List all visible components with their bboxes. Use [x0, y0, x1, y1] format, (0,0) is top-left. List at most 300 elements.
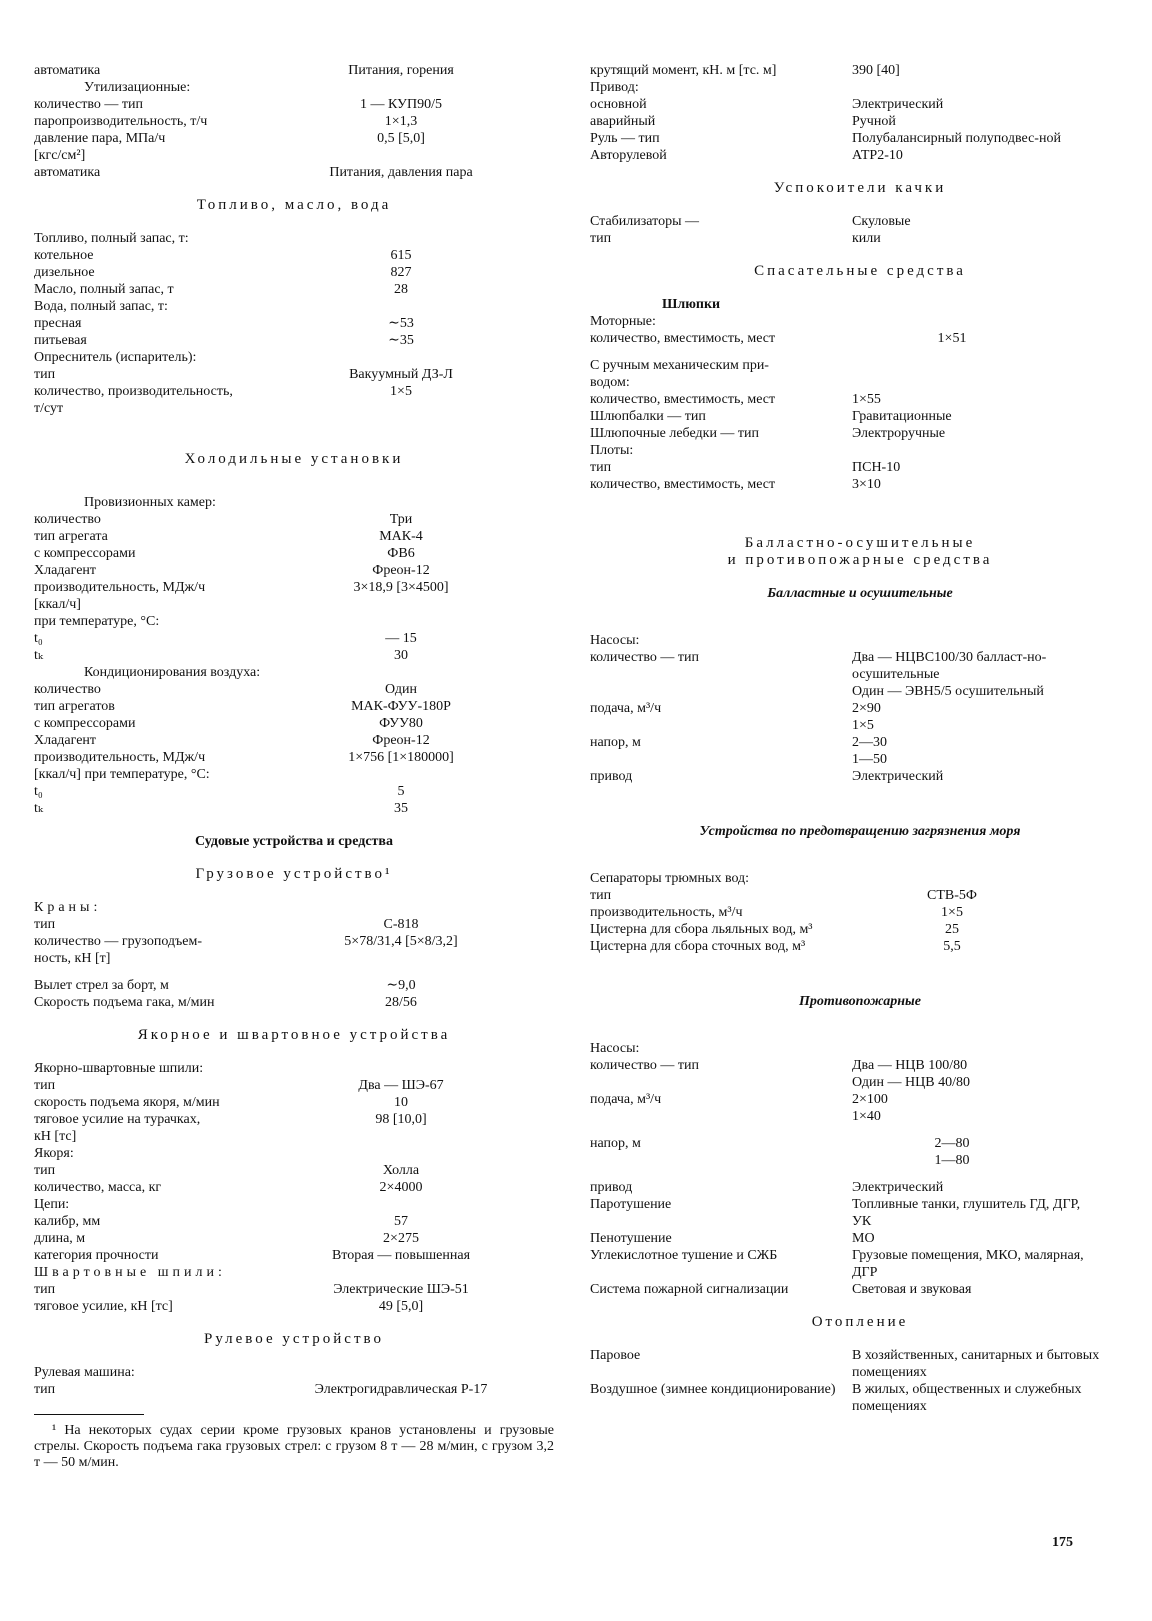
- spec-row: [34, 298, 554, 315]
- spec-label: Якоря:: [34, 1146, 74, 1161]
- spec-row: [590, 700, 1130, 717]
- spec-value: Вторая — повышенная: [331, 1248, 471, 1263]
- spec-label: количество — тип: [590, 1058, 699, 1073]
- spec-label: С ручным механическим при-: [590, 358, 769, 373]
- spec-value: Один: [384, 682, 418, 697]
- spec-row: [34, 1364, 554, 1381]
- spec-row: [34, 647, 554, 664]
- spec-value: 49 [5,0]: [378, 1299, 424, 1314]
- spec-row: [590, 147, 1130, 164]
- spec-value: Топливные танки, глушитель ГД, ДГР, УК: [852, 1197, 1081, 1229]
- spec-label: Привод:: [590, 80, 639, 95]
- spec-row: [34, 977, 554, 994]
- spec-label: Цепи:: [34, 1197, 70, 1212]
- spec-label: тип: [590, 231, 612, 246]
- spec-row: [590, 1179, 1130, 1196]
- spec-label: Сепараторы трюмных вод:: [590, 871, 750, 886]
- fire-rows: [590, 1040, 1130, 1125]
- spec-row: [590, 1074, 1130, 1091]
- rescue-section-title: Спасательные средства: [754, 263, 966, 279]
- anchor-rows: [34, 1060, 554, 1264]
- spec-value: Вакуумный ДЗ-Л: [349, 367, 453, 382]
- cond-rows: [34, 681, 554, 817]
- spec-row: [34, 1128, 554, 1145]
- spec-row: [34, 562, 554, 579]
- spec-row: [34, 366, 554, 383]
- spec-row: [590, 374, 1130, 391]
- spec-row: [590, 1091, 1130, 1108]
- spec-label: количество, вместимость, мест: [590, 331, 776, 346]
- spec-row: [34, 715, 554, 732]
- spec-row: [590, 357, 1130, 374]
- spec-label: Шлюпбалки — тип: [590, 409, 706, 424]
- spec-value: 10: [394, 1095, 408, 1110]
- spec-value: 1×756 [1×180000]: [348, 750, 454, 765]
- spec-value: Световая и звуковая: [852, 1282, 972, 1297]
- spec-row: [34, 332, 554, 349]
- spec-value: 98 [10,0]: [375, 1112, 427, 1127]
- spec-row: [34, 1094, 554, 1111]
- spec-label: Углекислотное тушение и СЖБ: [590, 1248, 778, 1263]
- cranes2-rows: [34, 977, 554, 1011]
- spec-row: [590, 1281, 1130, 1298]
- spec-label: tₖ: [34, 648, 43, 663]
- roll-rows: [590, 213, 1130, 247]
- steer-rows: [34, 1364, 554, 1398]
- spec-value: В жилых, общественных и служебных помещениях: [852, 1382, 1082, 1414]
- spec-label: t₀: [34, 784, 43, 799]
- spec-row: [590, 921, 1130, 938]
- spec-row: [590, 113, 1130, 130]
- spec-value: ПСН-10: [852, 460, 901, 475]
- spec-row: [34, 315, 554, 332]
- anchor-section-title: Якорное и швартовное устройства: [137, 1027, 451, 1043]
- spec-label: Воздушное (зимнее кондиционирование): [590, 1382, 836, 1397]
- spec-value: 0,5 [5,0]: [377, 131, 425, 146]
- spec-value: 615: [390, 248, 412, 263]
- ballast-subtitle: Балластные и осушительные: [767, 586, 953, 601]
- spec-row: [590, 391, 1130, 408]
- spec-row: [590, 1108, 1130, 1125]
- spec-value: Питания, давления пара: [329, 165, 473, 180]
- spec-label: производительность, МДж/ч: [34, 750, 206, 765]
- prov-rows: [34, 511, 554, 664]
- spec-row: [34, 164, 554, 181]
- spec-value: 5,5: [943, 939, 961, 954]
- spec-row: [590, 1381, 1130, 1415]
- spec-row: [34, 766, 554, 783]
- spec-row: [590, 79, 1130, 96]
- boats-header: Шлюпки: [662, 297, 721, 312]
- left-column: [34, 62, 554, 1471]
- spec-label: котельное: [34, 248, 94, 263]
- spec-row: [590, 442, 1130, 459]
- spec-label: ность, кН [т]: [34, 951, 111, 966]
- spec-value: 5: [397, 784, 405, 799]
- spec-label: Якорно-швартовные шпили:: [34, 1061, 204, 1076]
- spec-label: с компрессорами: [34, 546, 136, 561]
- spec-value: 1×5: [941, 905, 963, 920]
- spec-row: [590, 330, 1130, 347]
- spec-value: Питания, горения: [348, 63, 454, 78]
- moor-header: Швартовные шпили:: [34, 1265, 226, 1280]
- spec-label: Насосы:: [590, 633, 640, 648]
- spec-value: 3×18,9 [3×4500]: [353, 580, 449, 595]
- spec-row: [34, 113, 554, 130]
- spec-value: 35: [394, 801, 408, 816]
- spec-row: [590, 96, 1130, 113]
- boats-rows: [590, 313, 1130, 347]
- spec-row: [590, 870, 1130, 887]
- fire-title: Противопожарные: [799, 994, 921, 1009]
- spec-row: [590, 1152, 1130, 1169]
- spec-row: [590, 938, 1130, 955]
- spec-row: [34, 264, 554, 281]
- spec-row: [34, 800, 554, 817]
- spec-row: [590, 632, 1130, 649]
- spec-label: Скорость подъема гака, м/мин: [34, 995, 215, 1010]
- spec-label: тяговое усилие, кН [тс]: [34, 1299, 173, 1314]
- spec-row: [590, 1057, 1130, 1074]
- spec-label: категория прочности: [34, 1248, 159, 1263]
- spec-value: Полубалансирный полуподвес-ной: [852, 131, 1061, 146]
- spec-row: [590, 313, 1130, 330]
- spec-value: Один — НЦВ 40/80: [852, 1075, 970, 1090]
- spec-value: кили: [852, 231, 881, 246]
- spec-value: 30: [394, 648, 408, 663]
- spec-label: тип агрегатов: [34, 699, 115, 714]
- spec-row: [34, 749, 554, 766]
- spec-row: [34, 511, 554, 528]
- spec-value: 5×78/31,4 [5×8/3,2]: [344, 934, 458, 949]
- spec-label: калибр, мм: [34, 1214, 101, 1229]
- boats2-rows: [590, 357, 1130, 493]
- fuel-rows: [34, 230, 554, 417]
- spec-label: тип агрегата: [34, 529, 108, 544]
- spec-label: tₖ: [34, 801, 43, 816]
- cargo-section-title: Грузовое устройство¹: [195, 866, 393, 882]
- spec-row: [34, 1247, 554, 1264]
- spec-row: [590, 734, 1130, 751]
- spec-label: подача, м³/ч: [590, 1092, 662, 1107]
- spec-row: [34, 96, 554, 113]
- spec-label: привод: [590, 769, 633, 784]
- spec-label: Цистерна для сбора льяльных вод, м³: [590, 922, 813, 937]
- spec-value: МО: [852, 1231, 875, 1246]
- spec-row: [34, 630, 554, 647]
- spec-label: количество, вместимость, мест: [590, 392, 776, 407]
- cranes-rows: [34, 916, 554, 967]
- spec-value: 57: [394, 1214, 408, 1229]
- pollution-title: Устройства по предотвращению загрязнения моря: [699, 824, 1021, 839]
- spec-row: [590, 213, 1130, 230]
- spec-value: С-818: [383, 917, 419, 932]
- spec-label: количество, масса, кг: [34, 1180, 162, 1195]
- spec-row: [34, 383, 554, 400]
- spec-row: [34, 681, 554, 698]
- spec-label: Хладагент: [34, 733, 97, 748]
- spec-row: [34, 1060, 554, 1077]
- fuel-section-title: Топливо, масло, вода: [196, 197, 392, 213]
- spec-row: [34, 1162, 554, 1179]
- spec-value: 1×1,3: [384, 114, 418, 129]
- spec-value: ФВ6: [387, 546, 415, 561]
- spec-label: Рулевая машина:: [34, 1365, 135, 1380]
- spec-label: Опреснитель (испаритель):: [34, 350, 197, 365]
- spec-label: количество — тип: [34, 97, 143, 112]
- spec-label: напор, м: [590, 1136, 641, 1151]
- spec-value: Электрические ШЭ-51: [333, 1282, 469, 1297]
- spec-row: [34, 349, 554, 366]
- spec-row: [34, 579, 554, 596]
- spec-label: паропроизводительность, т/ч: [34, 114, 208, 129]
- spec-row: [34, 1196, 554, 1213]
- spec-value: 1×40: [852, 1109, 881, 1124]
- spec-row: [34, 783, 554, 800]
- roll-section-title: Успокоители качки: [773, 180, 947, 196]
- spec-row: [590, 683, 1130, 700]
- spec-label: Авторулевой: [590, 148, 667, 163]
- spec-label: Моторные:: [590, 314, 656, 329]
- spec-label: тип: [34, 1382, 56, 1397]
- spec-row: [34, 247, 554, 264]
- spec-row: [34, 147, 554, 164]
- spec-value: ∼35: [388, 333, 414, 348]
- spec-row: [590, 904, 1130, 921]
- spec-value: 1×5: [852, 718, 874, 733]
- spec-label: количество, производительность,: [34, 384, 233, 399]
- boiler-rows: [34, 62, 554, 79]
- spec-value: Один — ЭВН5/5 осушительный: [852, 684, 1044, 699]
- spec-label: тип: [34, 917, 56, 932]
- spec-row: [34, 1230, 554, 1247]
- spec-row: [590, 1135, 1130, 1152]
- spec-label: пресная: [34, 316, 82, 331]
- spec-label: Шлюпочные лебедки — тип: [590, 426, 760, 441]
- spec-label: Хладагент: [34, 563, 97, 578]
- spec-value: 3×10: [852, 477, 881, 492]
- footnote: ¹ На некоторых судах серии кроме грузовых кранов установлены и грузовые стрелы. Скорость подъема гака грузовых стрел: с грузом 8 т — 28 м/мин, с грузом 3,2 т — 50 м/мин.: [34, 1423, 554, 1470]
- spec-label: тип: [34, 1282, 56, 1297]
- spec-label: автоматика: [34, 63, 101, 78]
- spec-row: [34, 1298, 554, 1315]
- spec-label: Вылет стрел за борт, м: [34, 978, 169, 993]
- spec-label: тип: [34, 1078, 56, 1093]
- spec-row: [34, 1077, 554, 1094]
- spec-label: [ккал/ч]: [34, 597, 81, 612]
- spec-row: [34, 1381, 554, 1398]
- prov-header: Провизионных камер:: [84, 495, 216, 510]
- ballast-rows: [590, 632, 1130, 785]
- spec-label: водом:: [590, 375, 630, 390]
- spec-row: [34, 62, 554, 79]
- spec-label: Стабилизаторы —: [590, 214, 699, 229]
- spec-value: 1×5: [390, 384, 412, 399]
- spec-label: скорость подъема якоря, м/мин: [34, 1095, 220, 1110]
- spec-label: тяговое усилие на турачках,: [34, 1112, 201, 1127]
- spec-value: 1 — КУП90/5: [360, 97, 442, 112]
- cranes-header: Краны:: [34, 900, 102, 915]
- spec-value: Три: [389, 512, 413, 527]
- ship-section-title: Судовые устройства и средства: [195, 834, 393, 849]
- right-column: [590, 62, 1130, 1415]
- spec-value: АТР2-10: [852, 148, 903, 163]
- spec-value: Электрический: [852, 769, 944, 784]
- spec-label: т/сут: [34, 401, 64, 416]
- spec-label: Вода, полный запас, т:: [34, 299, 168, 314]
- spec-value: В хозяйственных, санитарных и бытовых помещениях: [852, 1348, 1100, 1380]
- spec-label: Пенотушение: [590, 1231, 672, 1246]
- ballast-title-line1: Балластно-осушительные: [744, 535, 976, 551]
- spec-value: Электрогидравлическая Р-17: [314, 1382, 488, 1397]
- spec-value: 25: [945, 922, 959, 937]
- fire3-rows: [590, 1179, 1130, 1298]
- spec-value: 827: [390, 265, 412, 280]
- spec-row: [34, 613, 554, 630]
- steer-cont-rows: [590, 62, 1130, 164]
- spec-value: Два — ШЭ-67: [358, 1078, 444, 1093]
- heat-section-title: Отопление: [811, 1314, 909, 1330]
- spec-row: [34, 1213, 554, 1230]
- spec-value: 2—80: [934, 1136, 970, 1151]
- spec-label: Паровое: [590, 1348, 641, 1363]
- spec-label: привод: [590, 1180, 633, 1195]
- spec-label: тип: [34, 1163, 56, 1178]
- spec-row: [590, 230, 1130, 247]
- spec-label: Руль — тип: [590, 131, 660, 146]
- spec-value: 1×51: [937, 331, 967, 346]
- spec-value: Фреон-12: [372, 733, 430, 748]
- moor-rows: [34, 1281, 554, 1315]
- spec-row: [34, 545, 554, 562]
- spec-value: 1—80: [934, 1153, 970, 1168]
- page-number: 175: [1052, 1535, 1073, 1550]
- spec-row: [34, 698, 554, 715]
- spec-row: [34, 1111, 554, 1128]
- heat-rows: [590, 1347, 1130, 1415]
- spec-row: [34, 1179, 554, 1196]
- ballast-title-line2: и противопожарные средства: [727, 552, 993, 568]
- spec-label: тип: [590, 460, 612, 475]
- spec-row: [590, 1347, 1130, 1381]
- spec-row: [34, 916, 554, 933]
- spec-label: подача, м³/ч: [590, 701, 662, 716]
- spec-label: кН [тс]: [34, 1129, 77, 1144]
- spec-label: тип: [34, 367, 56, 382]
- spec-row: [34, 950, 554, 967]
- footnote-divider: [34, 1414, 144, 1415]
- spec-value: Два — НЦВС100/30 балласт-но-осушительные: [852, 650, 1047, 682]
- spec-row: [590, 1040, 1130, 1057]
- spec-value: МАК-ФУУ-180Р: [351, 699, 451, 714]
- spec-label: автоматика: [34, 165, 101, 180]
- spec-label: давление пара, МПа/ч: [34, 131, 166, 146]
- spec-value: 28: [394, 282, 408, 297]
- spec-row: [34, 732, 554, 749]
- spec-label: питьевая: [34, 333, 87, 348]
- fire2-rows: [590, 1135, 1130, 1169]
- spec-label: количество — тип: [590, 650, 699, 665]
- spec-row: [590, 1196, 1130, 1230]
- spec-row: [34, 933, 554, 950]
- spec-row: [34, 596, 554, 613]
- cond-header: Кондиционирования воздуха:: [84, 665, 261, 680]
- spec-value: 2×4000: [379, 1180, 423, 1195]
- spec-label: Плоты:: [590, 443, 634, 458]
- spec-value: Холла: [382, 1163, 420, 1178]
- util-rows: [34, 96, 554, 181]
- spec-row: [590, 1247, 1130, 1281]
- spec-label: крутящий момент, кН. м [тс. м]: [590, 63, 777, 78]
- spec-row: [590, 476, 1130, 493]
- spec-value: ∼53: [388, 316, 414, 331]
- spec-label: Топливо, полный запас, т:: [34, 231, 189, 246]
- spec-value: ФУУ80: [379, 716, 423, 731]
- spec-value: Электрический: [852, 1180, 944, 1195]
- spec-label: основной: [590, 97, 647, 112]
- spec-label: производительность, м³/ч: [590, 905, 743, 920]
- spec-label: напор, м: [590, 735, 641, 750]
- spec-row: [590, 649, 1130, 683]
- spec-value: 2—30: [852, 735, 887, 750]
- spec-value: — 15: [385, 631, 417, 646]
- spec-row: [590, 751, 1130, 768]
- spec-label: количество, вместимость, мест: [590, 477, 776, 492]
- spec-label: количество: [34, 682, 101, 697]
- spec-row: [34, 130, 554, 147]
- spec-value: 28/56: [385, 995, 417, 1010]
- spec-row: [590, 1230, 1130, 1247]
- spec-label: при температуре, °С:: [34, 614, 160, 629]
- spec-value: Электрический: [852, 97, 944, 112]
- spec-label: Масло, полный запас, т: [34, 282, 174, 297]
- spec-row: [590, 717, 1130, 734]
- spec-label: [кгс/см²]: [34, 148, 86, 163]
- spec-label: дизельное: [34, 265, 95, 280]
- spec-value: ∼9,0: [386, 978, 416, 993]
- spec-label: длина, м: [34, 1231, 86, 1246]
- spec-label: Насосы:: [590, 1041, 640, 1056]
- spec-label: аварийный: [590, 114, 656, 129]
- spec-row: [590, 887, 1130, 904]
- spec-label: Цистерна для сбора сточных вод, м³: [590, 939, 806, 954]
- spec-row: [34, 281, 554, 298]
- spec-value: Скуловые: [852, 214, 911, 229]
- spec-value: Фреон-12: [372, 563, 430, 578]
- spec-label: тип: [590, 888, 612, 903]
- spec-label: t₀: [34, 631, 43, 646]
- spec-label: количество: [34, 512, 101, 527]
- spec-row: [590, 425, 1130, 442]
- spec-label: количество — грузоподъем-: [34, 934, 203, 949]
- spec-row: [590, 459, 1130, 476]
- spec-value: 2×275: [383, 1231, 419, 1246]
- spec-row: [34, 230, 554, 247]
- spec-value: 2×90: [852, 701, 881, 716]
- spec-label: производительность, МДж/ч: [34, 580, 206, 595]
- spec-value: 2×100: [852, 1092, 888, 1107]
- spec-row: [34, 1281, 554, 1298]
- spec-row: [34, 528, 554, 545]
- spec-label: Паротушение: [590, 1197, 672, 1212]
- spec-row: [34, 994, 554, 1011]
- spec-label: с компрессорами: [34, 716, 136, 731]
- spec-row: [34, 400, 554, 417]
- spec-row: [590, 130, 1130, 147]
- fridge-section-title: Холодильные установки: [184, 451, 404, 467]
- spec-value: СТВ-5Ф: [927, 888, 977, 903]
- spec-row: [590, 408, 1130, 425]
